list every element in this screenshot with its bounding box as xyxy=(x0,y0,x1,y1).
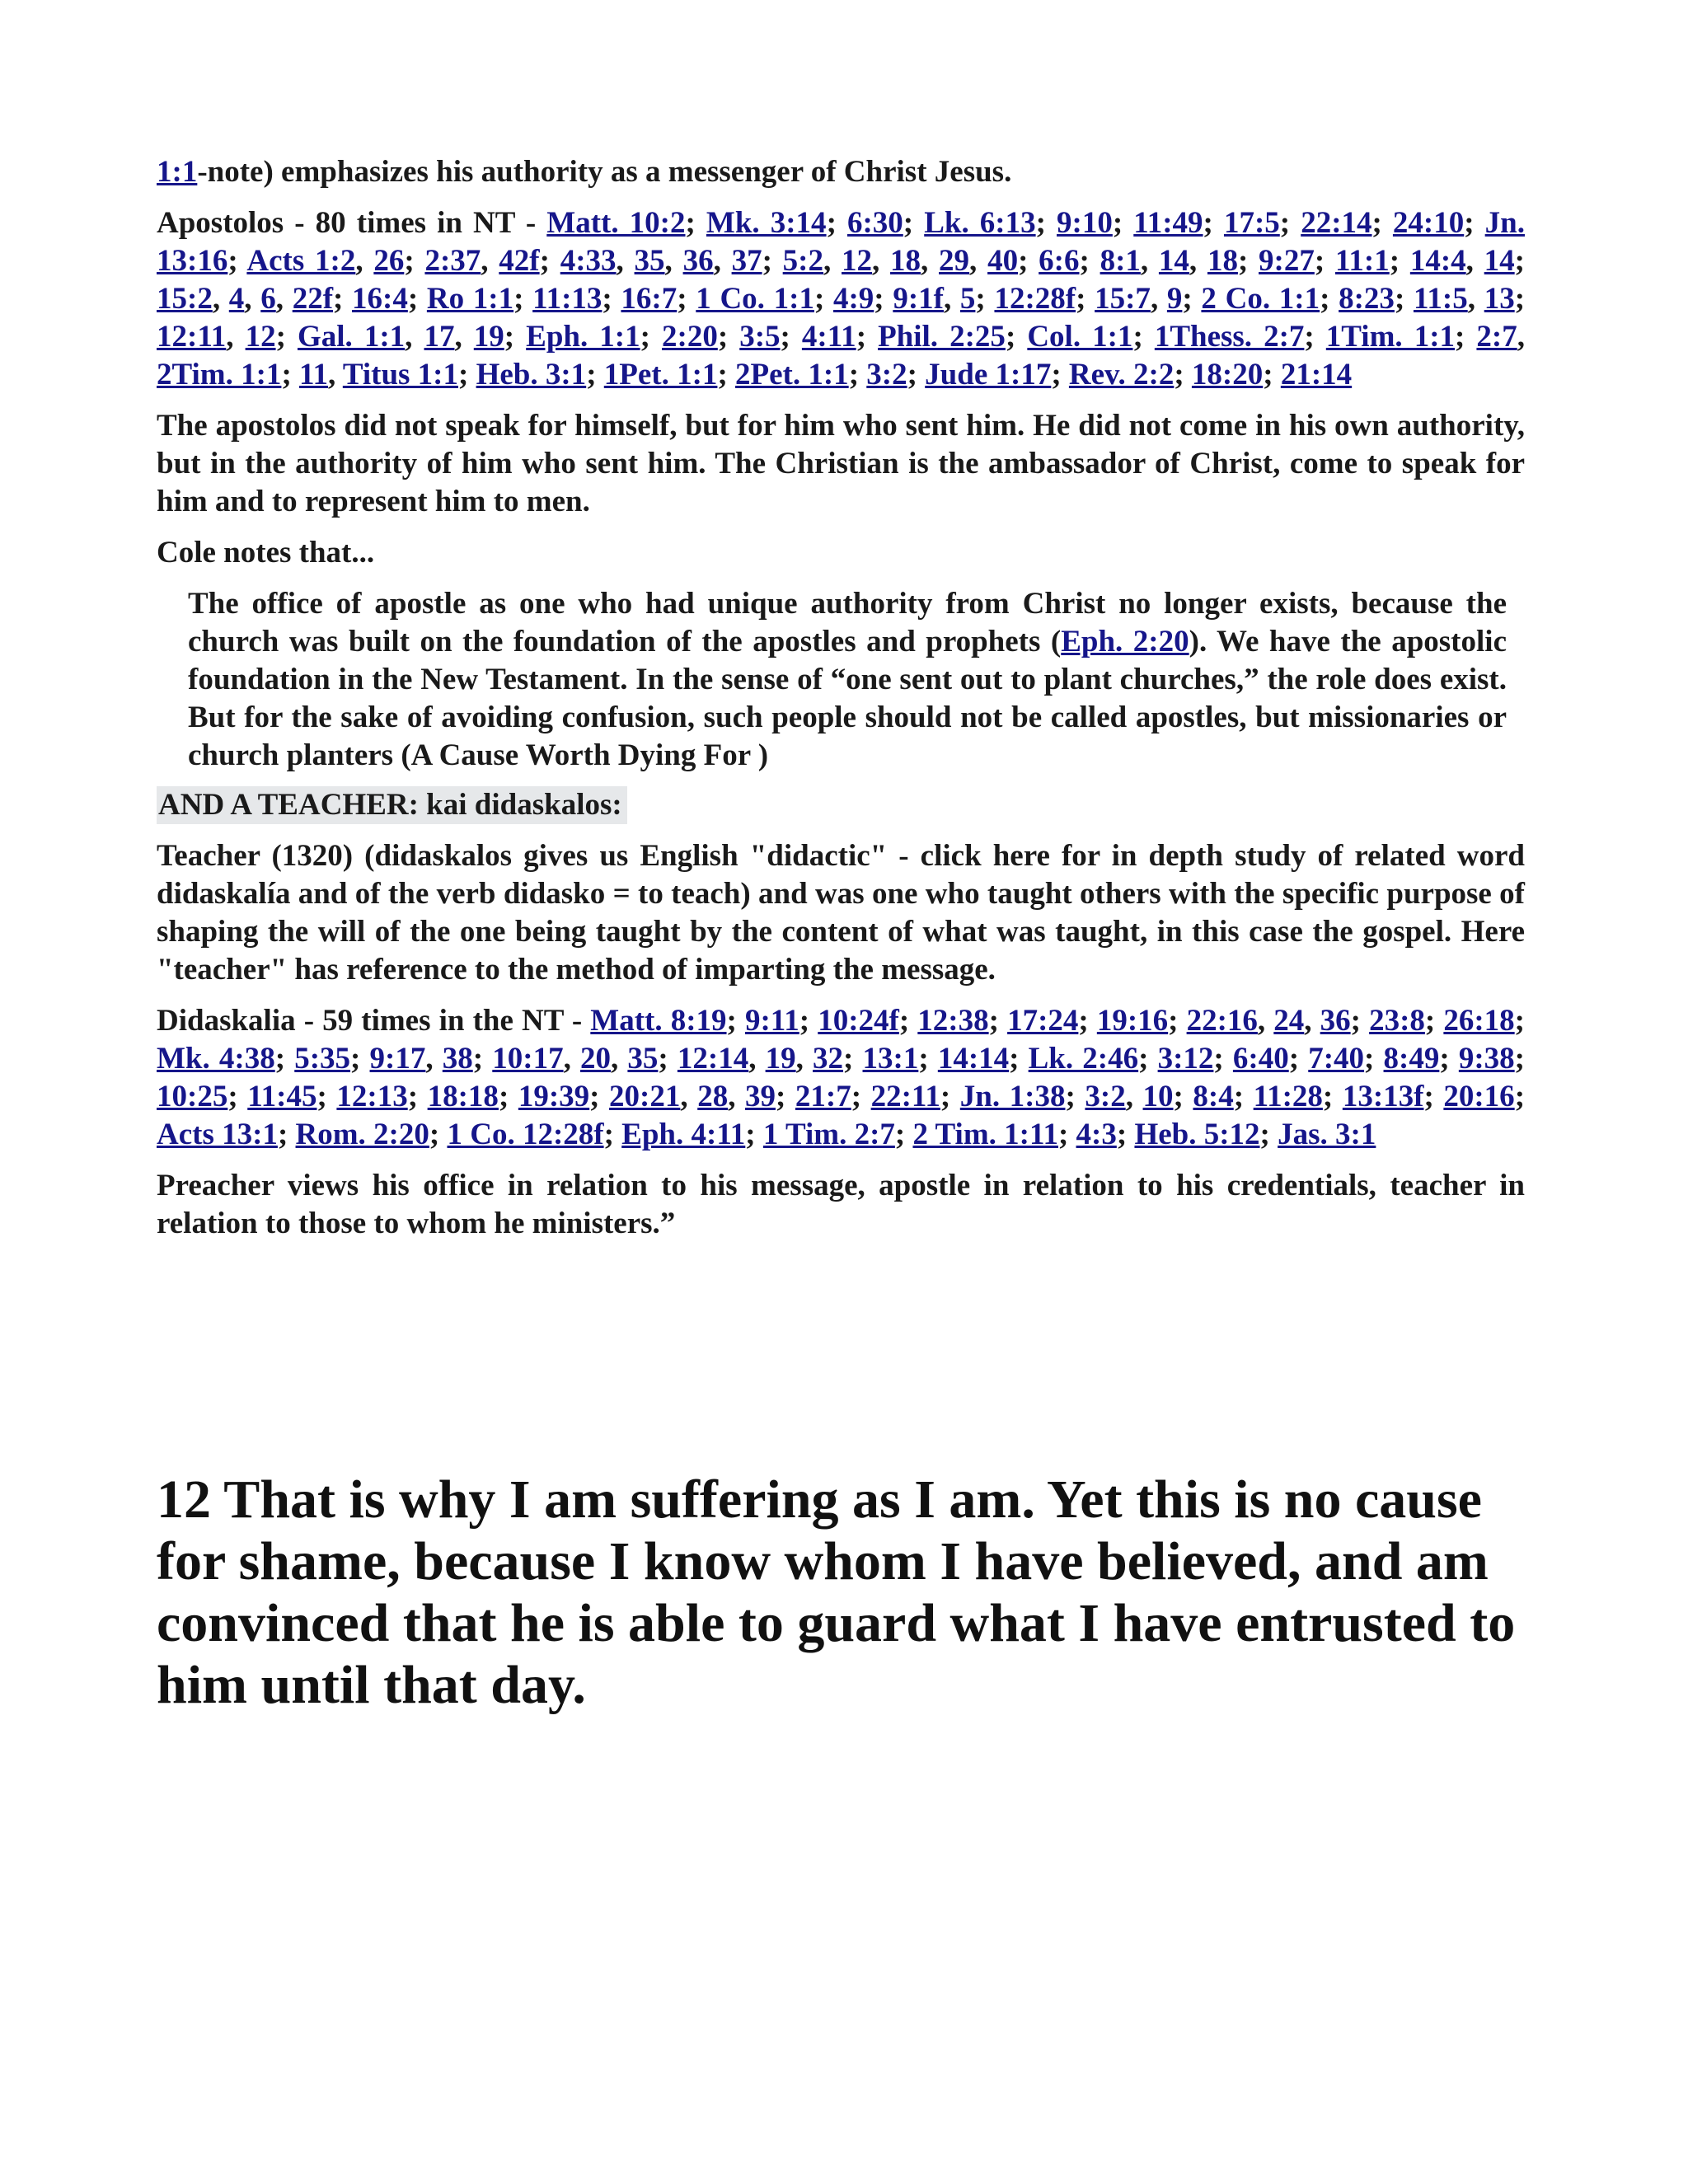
scripture-ref-link[interactable]: 20:21 xyxy=(609,1080,681,1113)
scripture-ref-link[interactable]: 37 xyxy=(731,244,762,278)
ref-separator: , xyxy=(1140,244,1159,278)
scripture-ref-link[interactable]: 9:11 xyxy=(744,1004,799,1038)
scripture-ref-link[interactable]: 18 xyxy=(890,244,921,278)
ref-separator: , xyxy=(425,1042,443,1076)
scripture-ref-link[interactable]: 18 xyxy=(1207,244,1238,278)
scripture-ref-link[interactable]: Jn. 1:38 xyxy=(959,1080,1066,1113)
scripture-ref-link[interactable]: 29 xyxy=(939,244,970,278)
ref-separator: , xyxy=(481,244,499,278)
ref-separator: ; xyxy=(1364,1042,1384,1076)
ref-separator: , xyxy=(563,1042,580,1076)
ref-separator: ; xyxy=(903,206,925,240)
ref-separator: ; xyxy=(281,358,300,391)
scripture-ref-link[interactable]: Phil. 2:25 xyxy=(878,320,1006,354)
ref-separator: ; xyxy=(1112,206,1134,240)
scripture-ref-link[interactable]: 14:14 xyxy=(937,1042,1010,1076)
scripture-ref-link[interactable]: 36 xyxy=(1320,1004,1351,1038)
ref-separator: , xyxy=(275,282,293,316)
scripture-ref-link[interactable]: 24 xyxy=(1273,1004,1305,1038)
ref-separator: ; xyxy=(1078,1004,1097,1038)
scripture-ref-link[interactable]: 15:7 xyxy=(1095,282,1151,316)
scripture-ref-link[interactable]: Ro 1:1 xyxy=(426,282,514,316)
ref-separator: ; xyxy=(1237,244,1259,278)
ref-separator: ; xyxy=(894,1118,913,1151)
ref-separator: ; xyxy=(856,320,879,354)
scripture-ref-link[interactable]: 18:20 xyxy=(1191,358,1264,391)
ref-separator: ; xyxy=(1057,1118,1076,1151)
scripture-ref-link[interactable]: 3:5 xyxy=(739,320,781,354)
scripture-ref-link[interactable]: 14:4 xyxy=(1409,244,1466,278)
ref-separator: ; xyxy=(350,1042,370,1076)
ref-separator: ; xyxy=(848,358,867,391)
ref-separator: ; xyxy=(874,282,893,316)
ref-separator: ; xyxy=(472,1042,493,1076)
ref-separator: ; xyxy=(1065,1080,1085,1113)
ref-separator: ; xyxy=(407,282,427,316)
ref-separator: ; xyxy=(907,358,926,391)
ref-separator: ; xyxy=(513,282,533,316)
apostolos-explanation: The apostolos did not speak for himself, but for him who sent him. He did not come in his own authority, but in the authority of him who sent him. The Christian is the ambassador of Christ, come to speak for him and to represent him to men. xyxy=(157,409,1525,518)
scripture-ref-link[interactable]: Acts 13:1 xyxy=(157,1118,278,1151)
scripture-ref-link[interactable]: 2Tim. 1:1 xyxy=(157,358,282,391)
cole-quote xyxy=(188,585,1507,775)
ref-separator: ; xyxy=(1350,1004,1370,1038)
scripture-ref-link[interactable]: 2 Tim. 1:11 xyxy=(912,1118,1058,1151)
scripture-ref-link[interactable]: 9 xyxy=(1166,282,1183,316)
scripture-ref-link[interactable]: Titus 1:1 xyxy=(342,358,458,391)
ref-separator: , xyxy=(1304,1004,1320,1038)
scripture-ref-link[interactable]: 1Pet. 1:1 xyxy=(603,358,718,391)
scripture-ref-link[interactable]: 22:14 xyxy=(1301,206,1372,240)
ref-separator: ; xyxy=(227,244,247,278)
scripture-ref-link[interactable]: 32 xyxy=(813,1042,844,1076)
ref-separator: , xyxy=(872,244,891,278)
ref-separator: ; xyxy=(799,1004,818,1038)
scripture-ref-link[interactable]: 4 xyxy=(228,282,245,316)
ref-separator: ; xyxy=(504,320,527,354)
ref-separator: , xyxy=(969,244,988,278)
ref-separator: , xyxy=(405,320,424,354)
scripture-ref-link[interactable]: 6:6 xyxy=(1039,244,1080,278)
ref-separator: ; xyxy=(602,282,621,316)
ref-separator: ; xyxy=(1322,1080,1343,1113)
scripture-ref-link[interactable]: 9:27 xyxy=(1259,244,1315,278)
ref-separator: ; xyxy=(1203,206,1224,240)
ref-separator: ; xyxy=(1389,244,1410,278)
scripture-ref-link[interactable]: 13:1 xyxy=(862,1042,919,1076)
ref-separator: , xyxy=(244,282,261,316)
scripture-ref-link[interactable]: 12:14 xyxy=(677,1042,749,1076)
didaskalia-occurrences xyxy=(157,1002,1525,1154)
ref-separator: ; xyxy=(1514,282,1526,316)
ref-separator: ; xyxy=(1138,1042,1158,1076)
scripture-ref-link[interactable]: Jn. 13:16 xyxy=(157,206,1525,278)
ref-separator: , xyxy=(1189,244,1207,278)
scripture-ref-link[interactable]: 13:13f xyxy=(1342,1080,1424,1113)
quote-text-before: The office of apostle as one who had unique authority from Christ no longer exists, because the church was built on the foundation of the apostles and prophets ( xyxy=(188,587,1507,658)
preacher-paragraph: Preacher views his office in relation to his message, apostle in relation to his credentials, teacher in relation to those to whom he ministers.” xyxy=(157,1169,1525,1240)
ref-separator: , xyxy=(1467,282,1484,316)
ref-separator: , xyxy=(728,1080,745,1113)
scripture-ref-link[interactable]: 4:33 xyxy=(560,244,617,278)
scripture-ref-link[interactable]: 19 xyxy=(473,320,504,354)
ref-link-eph-2-20[interactable]: Eph. 2:20 xyxy=(1061,625,1189,658)
ref-separator: ; xyxy=(498,1080,518,1113)
ref-separator: , xyxy=(664,244,683,278)
scripture-ref-link[interactable]: 35 xyxy=(627,1042,659,1076)
scripture-ref-link[interactable]: 12 xyxy=(842,244,873,278)
ref-separator: , xyxy=(943,282,960,316)
scripture-ref-link[interactable]: 16:7 xyxy=(621,282,678,316)
apostolos-occurrences xyxy=(157,204,1525,394)
scripture-ref-link[interactable]: 6:40 xyxy=(1232,1042,1289,1076)
scripture-ref-link[interactable]: 19:39 xyxy=(518,1080,590,1113)
scripture-ref-link[interactable]: Heb. 5:12 xyxy=(1134,1118,1260,1151)
ref-separator: ; xyxy=(1394,282,1414,316)
scripture-ref-link[interactable]: 11:49 xyxy=(1133,206,1203,240)
scripture-ref-link[interactable]: 22f xyxy=(292,282,334,316)
scripture-ref-link[interactable]: Acts 1:2 xyxy=(246,244,356,278)
scripture-ref-link[interactable]: 9:10 xyxy=(1057,206,1113,240)
scripture-ref-link[interactable]: 11:5 xyxy=(1413,282,1468,316)
scripture-ref-link[interactable]: 1 Tim. 2:7 xyxy=(762,1118,895,1151)
ref-separator: ; xyxy=(1018,244,1039,278)
scripture-ref-link[interactable]: 11:45 xyxy=(247,1080,317,1113)
ref-separator: ; xyxy=(1259,1118,1278,1151)
ref-separator: ; xyxy=(726,1004,745,1038)
scripture-ref-link[interactable]: 20 xyxy=(579,1042,611,1076)
ref-separator: ; xyxy=(1455,320,1477,354)
cole-intro: Cole notes that... xyxy=(157,536,375,569)
ref-separator: ; xyxy=(458,358,476,391)
scripture-ref-link[interactable]: 9:17 xyxy=(369,1042,426,1076)
ref-separator: ; xyxy=(826,206,847,240)
scripture-ref-link[interactable]: 14 xyxy=(1484,244,1515,278)
scripture-ref-link[interactable]: Matt. 10:2 xyxy=(546,206,686,240)
ref-separator: ; xyxy=(1514,1004,1525,1038)
ref-separator: ; xyxy=(227,1080,248,1113)
scripture-ref-link[interactable]: 28 xyxy=(697,1080,729,1113)
ref-separator: ; xyxy=(1423,1080,1444,1113)
ref-separator: ; xyxy=(1304,320,1326,354)
scripture-ref-link[interactable]: 1Thess. 2:7 xyxy=(1154,320,1305,354)
scripture-ref-link[interactable]: 20:16 xyxy=(1443,1080,1515,1113)
scripture-ref-link[interactable]: 42f xyxy=(499,244,540,278)
ref-separator: , xyxy=(921,244,940,278)
scripture-ref-link[interactable]: Heb. 3:1 xyxy=(476,358,587,391)
scripture-ref-link[interactable]: 12 xyxy=(245,320,276,354)
ref-separator: ; xyxy=(404,244,425,278)
ref-separator: ; xyxy=(745,1118,763,1151)
scripture-ref-link[interactable]: 10:24f xyxy=(818,1004,899,1038)
ref-separator: , xyxy=(1125,1080,1143,1113)
ref-separator: ; xyxy=(275,320,298,354)
ref-separator: ; xyxy=(589,1080,610,1113)
ref-separator: ; xyxy=(316,1080,337,1113)
scripture-ref-link[interactable]: 9:38 xyxy=(1458,1042,1515,1076)
scripture-ref-link[interactable]: 5:2 xyxy=(782,244,823,278)
scripture-ref-link[interactable]: 4:3 xyxy=(1076,1118,1117,1151)
scripture-ref-link[interactable]: 10:17 xyxy=(492,1042,564,1076)
scripture-ref-link[interactable]: 11:28 xyxy=(1253,1080,1323,1113)
ref-separator: ; xyxy=(1035,206,1057,240)
ref-separator: ; xyxy=(586,358,604,391)
scripture-ref-link[interactable]: Col. 1:1 xyxy=(1027,320,1133,354)
ref-separator: ; xyxy=(677,282,696,316)
ref-separator: , xyxy=(1517,320,1525,354)
ref-separator: , xyxy=(823,244,842,278)
ref-separator: , xyxy=(454,320,474,354)
ref-separator: ; xyxy=(1132,320,1155,354)
scripture-ref-link[interactable]: 23:8 xyxy=(1369,1004,1425,1038)
scripture-ref-link[interactable]: 36 xyxy=(682,244,714,278)
ref-separator: ; xyxy=(277,1118,296,1151)
scripture-ref-link[interactable]: 22:11 xyxy=(870,1080,940,1113)
scripture-ref-link[interactable]: 18:18 xyxy=(427,1080,499,1113)
ref-link-1-1[interactable]: 1:1 xyxy=(157,155,198,189)
ref-separator: ; xyxy=(851,1080,871,1113)
ref-separator: ; xyxy=(658,1042,678,1076)
scripture-ref-link[interactable]: 17:5 xyxy=(1223,206,1280,240)
intro-text: -note) emphasizes his authority as a messenger of Christ Jesus. xyxy=(197,155,1012,189)
scripture-ref-link[interactable]: 8:49 xyxy=(1383,1042,1440,1076)
scripture-ref-link[interactable]: 13 xyxy=(1484,282,1515,316)
ref-separator: ; xyxy=(1079,244,1100,278)
ref-separator: ; xyxy=(776,1080,795,1113)
ref-separator: ; xyxy=(1173,1080,1193,1113)
ref-separator: , xyxy=(795,1042,814,1076)
scripture-ref-link[interactable]: 5:35 xyxy=(294,1042,351,1076)
document-page xyxy=(157,153,1525,1716)
scripture-ref-link[interactable]: 1 Co. 1:1 xyxy=(696,282,814,316)
ref-separator: , xyxy=(355,244,374,278)
ref-separator: ; xyxy=(898,1004,918,1038)
ref-separator: ; xyxy=(975,282,995,316)
ref-separator: ; xyxy=(1279,206,1301,240)
scripture-ref-link[interactable]: 6:30 xyxy=(846,206,903,240)
ref-separator: ; xyxy=(1116,1118,1135,1151)
teacher-definition: Teacher (1320) (didaskalos gives us English "didactic" - click here for in depth study of related word didaskalía and of the verb didasko = to teach) and was one who taught others with the specific purpose of shaping the will of the one being taught by the content of what was taught, in this case the gospel. Here "teacher" has reference to the method of imparting the message. xyxy=(157,839,1525,987)
scripture-ref-link[interactable]: 5 xyxy=(959,282,976,316)
scripture-ref-link[interactable]: Jude 1:17 xyxy=(925,358,1052,391)
scripture-ref-link[interactable]: 11:1 xyxy=(1334,244,1390,278)
scripture-ref-link[interactable]: 19:16 xyxy=(1096,1004,1169,1038)
scripture-ref-link[interactable]: 2:37 xyxy=(424,244,481,278)
scripture-ref-link[interactable]: Mk. 4:38 xyxy=(157,1042,275,1076)
scripture-ref-link[interactable]: Lk. 2:46 xyxy=(1028,1042,1139,1076)
scripture-ref-link[interactable]: Jas. 3:1 xyxy=(1278,1118,1376,1151)
ref-separator: ; xyxy=(1168,1004,1187,1038)
scripture-ref-link[interactable]: 3:2 xyxy=(866,358,907,391)
ref-separator: ; xyxy=(717,358,736,391)
scripture-ref-link[interactable]: Rom. 2:20 xyxy=(295,1118,429,1151)
ref-separator: , xyxy=(327,358,343,391)
ref-separator: ; xyxy=(1288,1042,1309,1076)
ref-separator: ; xyxy=(603,1118,622,1151)
quote-text-after: ). We have the apostolic foundation in the New Testament. In the sense of “one sent out to plant churches,” the role does exist. But for the sake of avoiding confusion, such people should not be called apostles, but missionaries or church planters (A Cause Worth Dying For ) xyxy=(188,625,1507,772)
scripture-ref-link[interactable]: 22:16 xyxy=(1186,1004,1258,1038)
scripture-ref-link[interactable]: 2:7 xyxy=(1476,320,1517,354)
scripture-ref-link[interactable]: 12:13 xyxy=(336,1080,408,1113)
scripture-ref-link[interactable]: Matt. 8:19 xyxy=(590,1004,727,1038)
ref-separator: , xyxy=(616,244,635,278)
scripture-ref-link[interactable]: 14 xyxy=(1158,244,1189,278)
ref-separator: , xyxy=(1465,244,1484,278)
ref-separator: ; xyxy=(1174,358,1192,391)
ref-separator: ; xyxy=(1464,206,1485,240)
ref-separator: ; xyxy=(1051,358,1069,391)
ref-separator: ; xyxy=(539,244,560,278)
ref-separator: ; xyxy=(1514,244,1525,278)
scripture-ref-link[interactable]: Eph. 4:11 xyxy=(621,1118,746,1151)
ref-separator: ; xyxy=(717,320,740,354)
ref-separator: , xyxy=(680,1080,698,1113)
ref-separator: ; xyxy=(918,1042,938,1076)
ref-separator: ; xyxy=(1009,1042,1029,1076)
scripture-ref-link[interactable]: 8:4 xyxy=(1193,1080,1234,1113)
ref-separator: ; xyxy=(407,1080,428,1113)
ref-separator: ; xyxy=(685,206,706,240)
scripture-ref-link[interactable]: 26 xyxy=(373,244,405,278)
didaskalia-lead: Didaskalia - 59 times in the NT - xyxy=(157,1004,591,1038)
scripture-ref-link[interactable]: 40 xyxy=(987,244,1019,278)
ref-separator: ; xyxy=(274,1042,295,1076)
scripture-ref-link[interactable]: 7:40 xyxy=(1308,1042,1365,1076)
scripture-ref-link[interactable]: 11:13 xyxy=(532,282,603,316)
ref-separator: ; xyxy=(988,1004,1008,1038)
scripture-ref-link[interactable]: 17:24 xyxy=(1007,1004,1079,1038)
ref-separator: ; xyxy=(1263,358,1281,391)
scripture-ref-link[interactable]: 17 xyxy=(424,320,455,354)
ref-separator: , xyxy=(1257,1004,1274,1038)
scripture-ref-link[interactable]: 2 Co. 1:1 xyxy=(1201,282,1320,316)
ref-separator: ; xyxy=(1005,320,1028,354)
scripture-ref-link[interactable]: Eph. 1:1 xyxy=(526,320,640,354)
intro-paragraph xyxy=(157,153,1525,191)
ref-separator: ; xyxy=(1076,282,1095,316)
scripture-ref-link[interactable]: 10 xyxy=(1142,1080,1174,1113)
ref-separator: ; xyxy=(843,1042,863,1076)
ref-separator: ; xyxy=(814,282,833,316)
scripture-ref-link[interactable]: Gal. 1:1 xyxy=(297,320,406,354)
ref-separator: ; xyxy=(333,282,353,316)
scripture-ref-link[interactable]: 2:20 xyxy=(662,320,718,354)
scripture-ref-link[interactable]: 3:12 xyxy=(1157,1042,1214,1076)
ref-separator: ; xyxy=(762,244,783,278)
scripture-ref-link[interactable]: 12:28f xyxy=(994,282,1076,316)
scripture-ref-link[interactable]: 10:25 xyxy=(157,1080,228,1113)
scripture-ref-link[interactable]: 21:7 xyxy=(795,1080,851,1113)
scripture-ref-link[interactable]: 19 xyxy=(765,1042,796,1076)
scripture-ref-link[interactable]: 4:9 xyxy=(832,282,874,316)
scripture-ref-link[interactable]: 15:2 xyxy=(157,282,213,316)
scripture-ref-link[interactable]: 16:4 xyxy=(352,282,408,316)
scripture-ref-link[interactable]: 3:2 xyxy=(1085,1080,1126,1113)
scripture-ref-link[interactable]: 4:11 xyxy=(801,320,856,354)
scripture-ref-link[interactable]: 1 Co. 12:28f xyxy=(447,1118,604,1151)
scripture-ref-link[interactable]: 8:1 xyxy=(1100,244,1141,278)
ref-separator: ; xyxy=(780,320,802,354)
ref-separator: ; xyxy=(1320,282,1339,316)
ref-separator: ; xyxy=(1514,1080,1526,1113)
ref-separator: , xyxy=(610,1042,628,1076)
scripture-ref-link[interactable]: 8:23 xyxy=(1339,282,1395,316)
scripture-ref-link[interactable]: 12:38 xyxy=(917,1004,989,1038)
ref-separator: , xyxy=(713,244,732,278)
ref-separator: , xyxy=(226,320,246,354)
scripture-ref-link[interactable]: 2Pet. 1:1 xyxy=(735,358,849,391)
ref-separator: ; xyxy=(940,1080,960,1113)
ref-separator: ; xyxy=(1314,244,1335,278)
scripture-ref-link[interactable]: 1Tim. 1:1 xyxy=(1325,320,1456,354)
scripture-ref-link[interactable]: Rev. 2:2 xyxy=(1068,358,1175,391)
verse-12: 12 That is why I am suffering as I am. Yet this is no cause for shame, because I know whom I have believed, and am convinced that he is able to guard what I have entrusted to him until that day. xyxy=(157,1469,1516,1715)
ref-separator: ; xyxy=(429,1118,448,1151)
scripture-ref-link[interactable]: 11 xyxy=(299,358,328,391)
scripture-ref-link[interactable]: Mk. 3:14 xyxy=(706,206,827,240)
ref-separator: ; xyxy=(1372,206,1393,240)
ref-separator: ; xyxy=(640,320,662,354)
ref-separator: ; xyxy=(1182,282,1202,316)
ref-separator: ; xyxy=(1514,1042,1525,1076)
scripture-ref-link[interactable]: 9:1f xyxy=(893,282,944,316)
section-heading-teacher: AND A TEACHER: kai didaskalos: xyxy=(157,786,627,824)
ref-separator: ; xyxy=(1424,1004,1444,1038)
scripture-ref-link[interactable]: 6 xyxy=(260,282,276,316)
scripture-ref-link[interactable]: 38 xyxy=(442,1042,473,1076)
apostolos-lead: Apostolos - 80 times in NT - xyxy=(157,206,547,240)
ref-separator: , xyxy=(748,1042,766,1076)
ref-separator: ; xyxy=(1439,1042,1459,1076)
scripture-ref-link[interactable]: Lk. 6:13 xyxy=(924,206,1036,240)
scripture-ref-link[interactable]: 24:10 xyxy=(1392,206,1465,240)
scripture-ref-link[interactable]: 39 xyxy=(745,1080,776,1113)
scripture-ref-link[interactable]: 26:18 xyxy=(1443,1004,1515,1038)
scripture-ref-link[interactable]: 21:14 xyxy=(1280,358,1353,391)
ref-separator: , xyxy=(212,282,229,316)
ref-separator: ; xyxy=(1213,1042,1233,1076)
ref-separator: , xyxy=(1150,282,1167,316)
ref-separator: ; xyxy=(1233,1080,1254,1113)
scripture-ref-link[interactable]: 12:11 xyxy=(157,320,227,354)
scripture-ref-link[interactable]: 35 xyxy=(634,244,665,278)
